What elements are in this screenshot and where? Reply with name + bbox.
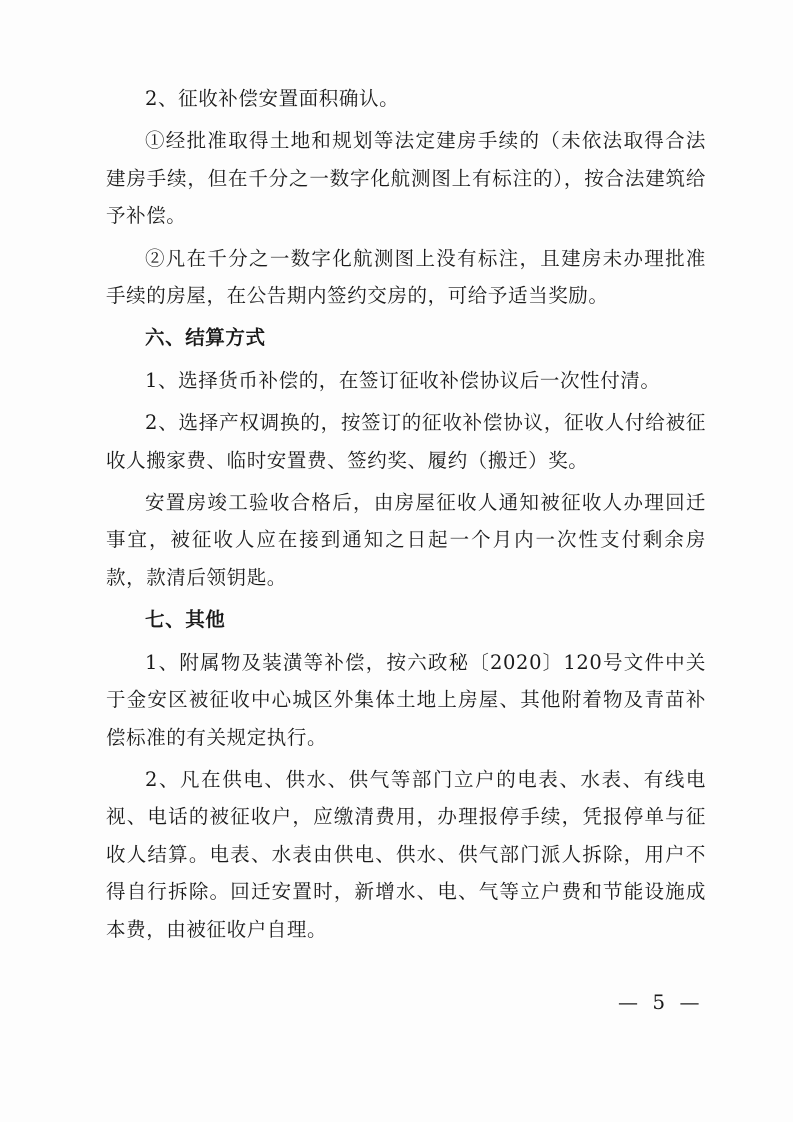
- paragraph-attachments-compensation: 1、附属物及装潢等补偿，按六政秘〔2020〕120号文件中关于金安区被征收中心城区外集体土地上房屋、其他附着物及青苗补偿标准的有关规定执行。: [106, 650, 706, 749]
- paragraph-monetary-compensation: 1、选择货币补偿的，在签订征收补偿协议后一次性付清。: [145, 368, 661, 392]
- paragraph-resettlement-housing: 安置房竣工验收合格后，由房屋征收人通知被征收人办理回迁事宜，被征收人应在接到通知之日起一个月内一次性支付剩余房款，款清后领钥匙。: [106, 491, 706, 589]
- paragraph-legal-building: ①经批准取得土地和规划等法定建房手续的（未依法取得合法建房手续，但在千分之一数字化航测图上有标注的），按合法建筑给予补偿。: [106, 129, 706, 228]
- document-body: [106, 80, 706, 948]
- section-heading-other: 七、其他: [145, 608, 226, 632]
- paragraph-utilities: 2、凡在供电、供水、供气等部门立户的电表、水表、有线电视、电话的被征收户，应缴清费用，办理报停手续，凭报停单与征收人结算。电表、水表由供电、供水、供气部门派人拆除，用户不得自行拆除。回迁安置时，新增水、电、气等立户费和节能设施成本费，由被征收户自理。: [106, 767, 706, 941]
- paragraph-property-exchange: 2、选择产权调换的，按签订的征收补偿协议，征收人付给被征收人搬家费、临时安置费、签约奖、履约（搬迁）奖。: [106, 411, 706, 472]
- section-heading-settlement: 六、结算方式: [145, 326, 266, 350]
- paragraph-area-confirmation: 2、征收补偿安置面积确认。: [145, 87, 400, 110]
- paragraph-unmarked-building: ②凡在千分之一数字化航测图上没有标注，且建房未办理批准手续的房屋，在公告期内签约交房的，可给予适当奖励。: [106, 246, 706, 308]
- page-number: — 5 —: [618, 990, 704, 1014]
